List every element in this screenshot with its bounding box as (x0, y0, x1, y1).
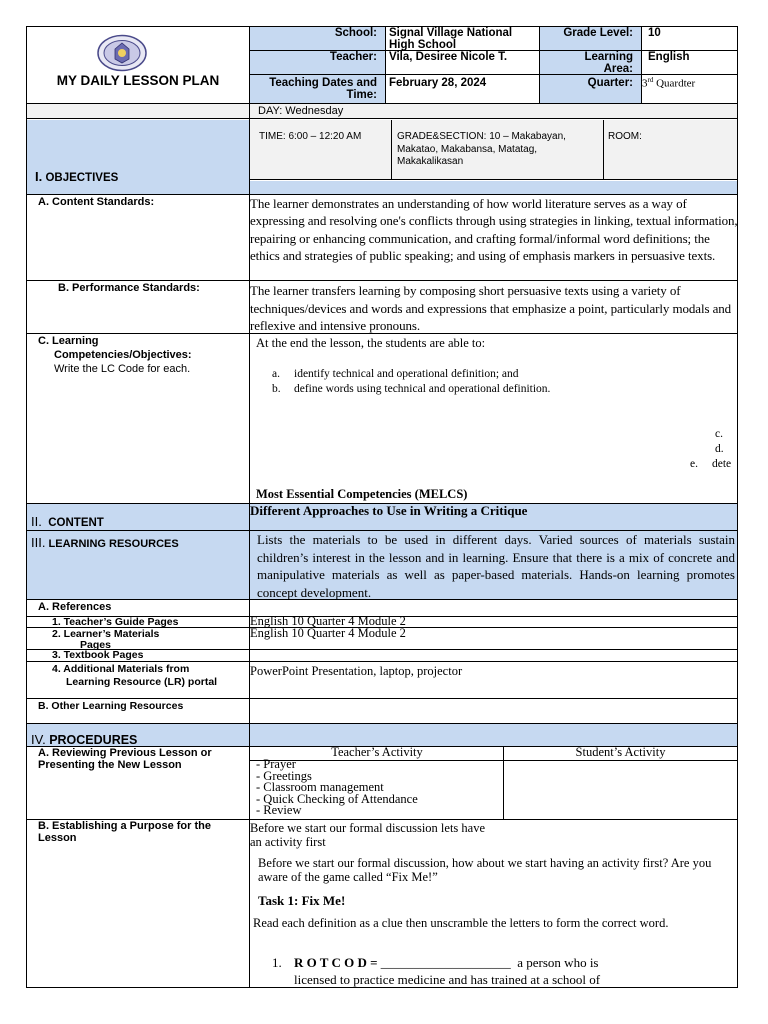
school-label-cell (250, 27, 386, 51)
competency-b-marker: b. (272, 383, 281, 395)
objectives-heading (35, 169, 118, 184)
references-label: A. References (38, 601, 112, 613)
school-value: Signal Village National High School (386, 27, 540, 51)
day-text: DAY: Wednesday (258, 105, 344, 117)
area-label-cell (540, 51, 642, 75)
review-row-bottom (27, 747, 737, 820)
task-title: Task 1: Fix Me! (258, 893, 346, 908)
quarter-sup: rd (647, 76, 654, 84)
item-1-def-2: licensed to practice medicine and has trained at a school of (294, 972, 601, 987)
procedures-heading (31, 732, 137, 747)
list-item: - Classroom management (256, 780, 384, 795)
list-item: - Greetings (256, 768, 312, 783)
task-instruction: Read each definition as a clue then unscramble the letters to form the correct word. (253, 916, 669, 930)
list-item: - Review (256, 803, 302, 818)
deped-seal-icon (96, 34, 148, 72)
procedures-num: IV. (31, 732, 46, 747)
quarter-value (642, 76, 737, 102)
grade-label: Grade Level: (563, 27, 633, 39)
teacher-value: Vila, Desiree Nicole T. (386, 51, 540, 75)
day-row-left (27, 104, 249, 119)
list-item: - Prayer (256, 757, 296, 771)
teacher-label: Teacher: (329, 51, 377, 63)
grade-label-cell (540, 27, 642, 51)
item-1-blank: ____________________ (380, 955, 511, 970)
purpose-label: B. Establishing a Purpose for the Lesson (38, 820, 211, 844)
content-standards-label: A. Content Standards: (38, 196, 155, 208)
item-1 (272, 955, 599, 971)
objectives-blue-strip (250, 181, 737, 195)
area-value: English (642, 51, 737, 75)
room-text: ROOM: (608, 131, 642, 142)
dates-label-cell (250, 75, 386, 103)
am-label-1: 4. Additional Materials from (52, 663, 190, 675)
quarter-num: 3 (642, 77, 648, 90)
content-title: CONTENT (48, 517, 104, 529)
resources-num: III. (31, 535, 46, 550)
resources-text: Lists the materials to be used in different days. Varied sources of materials sustain children’s interest in the lesson and in learning. Ensure that there is a mix of concrete and manipulative materials as well as paper-based materials. Hands-on learning promotes concept development. (257, 532, 735, 600)
review-label: A. Reviewing Previous Lesson or Presenting the New Lesson (38, 747, 212, 771)
dates-value: February 28, 2024 (386, 75, 540, 103)
list-item: - Quick Checking of Attendance (256, 791, 418, 806)
dates-label: Teaching Dates and Time: (269, 77, 377, 101)
quarter-label: Quarter: (587, 77, 633, 89)
school-label: School: (334, 27, 377, 39)
lm-value: English 10 Quarter 4 Module 2 (250, 626, 406, 640)
competency-a-marker: a. (272, 368, 280, 380)
competency-a-text: identify technical and operational definition; and (294, 368, 519, 380)
area-label: Learning Area: (584, 51, 633, 75)
quarter-text: Quardter (653, 77, 696, 90)
competency-a (272, 368, 519, 380)
objectives-num: I. (35, 169, 43, 184)
teacher-label-cell (250, 51, 386, 75)
purpose-line-2: an activity first (250, 835, 326, 849)
day-cell (250, 104, 737, 119)
purpose-paragraph: Before we start our formal discussion, how about we start having an activity first? Are you aware of the game called “Fix Me!” (258, 856, 712, 884)
item-1-word: R O T C O D = (294, 955, 378, 970)
tg-value: English 10 Quarter 4 Module 2 (250, 614, 406, 628)
teacher-activity-header: Teacher’s Activity (331, 745, 423, 759)
competencies-intro: At the end the lesson, the students are able to: (256, 336, 486, 350)
time-text: TIME: 6:00 – 12:20 AM (259, 131, 362, 142)
competency-c: c. (715, 428, 723, 440)
am-label-2: Learning Resource (LR) portal (66, 676, 218, 688)
content-text: Different Approaches to Use in Writing a Critique (250, 503, 528, 518)
item-1-num: 1. (272, 955, 282, 970)
item-1-def-1: a person who is (517, 955, 599, 970)
competency-e (690, 458, 731, 470)
competency-d: d. (715, 443, 724, 455)
melcs-heading: Most Essential Competencies (MELCS) (256, 487, 468, 501)
tg-label: 1. Teacher’s Guide Pages (52, 616, 179, 628)
purpose-line-1: Before we start our formal discussion lets have (250, 821, 486, 835)
objectives-heading-cell (27, 120, 249, 195)
resources-divider (249, 531, 250, 600)
lm-label-2: Pages (80, 639, 111, 651)
content-num: II. (31, 514, 42, 529)
competency-e-text: dete (712, 458, 732, 470)
plan-title: MY DAILY LESSON PLAN (56, 73, 220, 88)
student-activity-header: Student’s Activity (575, 745, 666, 759)
competencies-label-2: Competencies/Objectives: (54, 349, 192, 361)
lm-label-1: 2. Learner’s Materials (52, 628, 160, 640)
competency-e-marker: e. (690, 458, 698, 470)
procedures-title: PROCEDURES (49, 733, 138, 747)
procedures-divider (249, 724, 250, 747)
objectives-title: OBJECTIVES (45, 172, 119, 184)
competency-b-text: define words using technical and operational definition. (294, 383, 551, 395)
content-standards-text: The learner demonstrates an understanding of how world literature serves as a way of expressing and resolving one's conflicts through using strategies in linking, textual information, repairing or enhancing communication, and crafting formal/informal word definitions; the ethics and strategies of public speaking; and using of emphasis markers in persuasive texts. (250, 196, 738, 263)
resources-title: LEARNING RESOURCES (48, 538, 179, 550)
competencies-note: Write the LC Code for each. (54, 363, 191, 375)
tb-label: 3. Textbook Pages (52, 649, 144, 661)
other-label: B. Other Learning Resources (38, 700, 184, 712)
quarter-label-cell (540, 75, 642, 103)
grade-value: 10 (642, 27, 737, 51)
am-value: PowerPoint Presentation, laptop, projector (250, 664, 463, 678)
performance-standards-label: B. Performance Standards: (58, 282, 200, 294)
grade-section-text: GRADE&SECTION: 10 – Makabayan, Makatao, Makabansa, Matatag, Makakalikasan (392, 120, 604, 180)
content-heading (31, 514, 104, 529)
competency-b (272, 383, 550, 395)
competencies-label-1: C. Learning (38, 335, 99, 347)
resources-heading (31, 535, 179, 550)
performance-standards-text: The learner transfers learning by composing short persuasive texts using a variety of techniques/devices and words and expressions that emphasize a point, particularly modals and reflexive and intensive pronouns. (250, 283, 732, 333)
time-cell (250, 120, 392, 180)
